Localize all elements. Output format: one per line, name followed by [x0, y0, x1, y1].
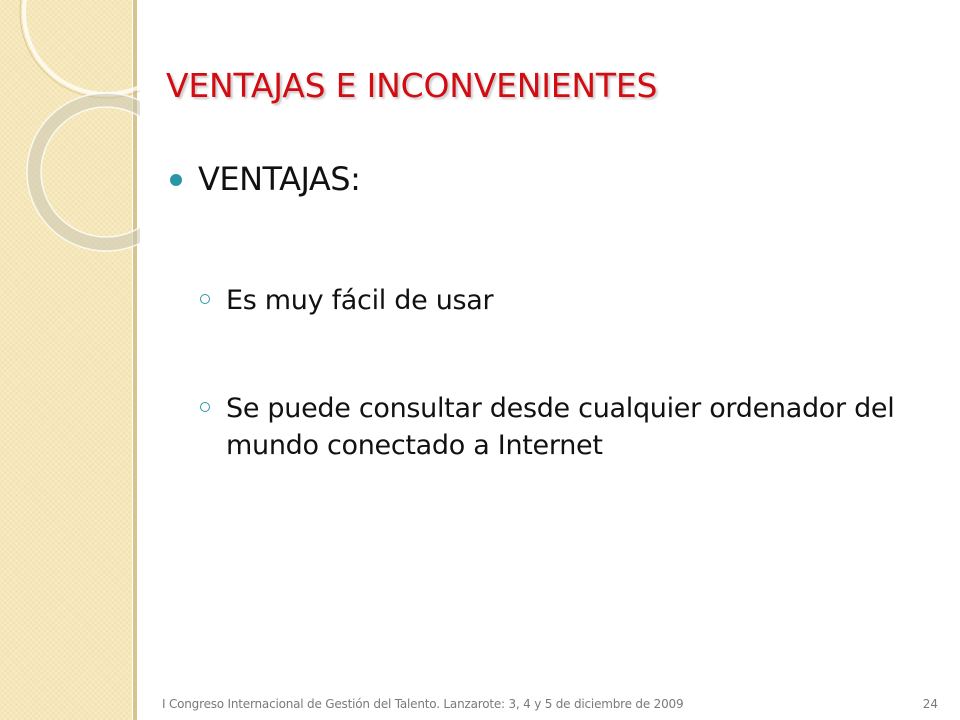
sub-bullet-text: Es muy fácil de usar — [226, 285, 494, 316]
bullet-dot-icon — [170, 174, 182, 186]
bullet-ventajas — [170, 160, 360, 198]
bullet-heading: VENTAJAS: — [198, 160, 361, 198]
sub-bullet-ring-icon — [200, 402, 210, 412]
slide-title: VENTAJAS E INCONVENIENTES — [166, 66, 658, 105]
sub-bullet-item — [200, 282, 920, 319]
sub-bullet-text: Se puede consultar desde cualquier ordenador del mundo conectado a Internet — [226, 393, 895, 461]
sub-bullet-item — [200, 390, 920, 464]
page-number: 24 — [922, 697, 938, 711]
slide-footer: I Congreso Internacional de Gestión del Talento. Lanzarote: 3, 4 y 5 de diciembre de 2009 — [162, 697, 684, 711]
sub-bullet-ring-icon — [200, 294, 210, 304]
decorative-circles — [0, 0, 140, 260]
